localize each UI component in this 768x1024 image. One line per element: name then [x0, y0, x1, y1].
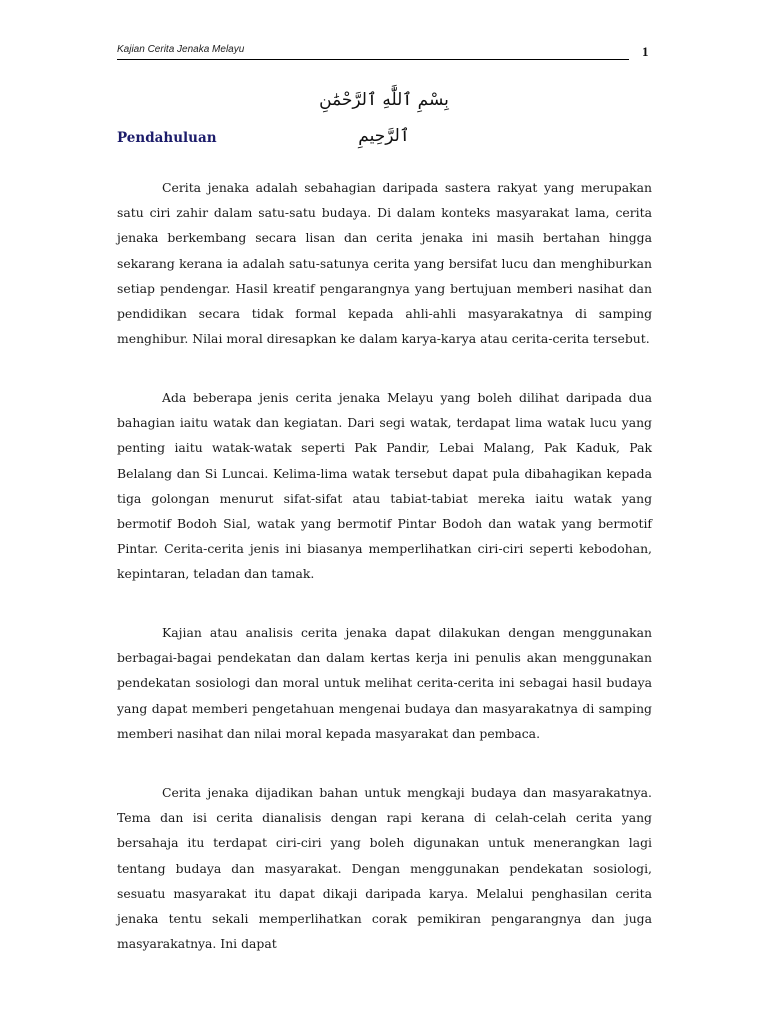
paragraph-1: Cerita jenaka adalah sebahagian daripada sastera rakyat yang merupakan satu ciri zahir dalam satu-satu budaya. Di dalam konteks masyarakat lama, cerita jenaka berkembang secara lisan dan cerita jenaka ini masih bertahan hingga sekarang kerana ia adalah satu-satunya cerita yang bersifat lucu dan menghiburkan setiap pendengar. Hasil kreatif pengarangnya yang bertujuan memberi nasihat dan pendidikan secara tidak formal kepada ahli-ahli masyarakatnya di samping menghibur. Nilai moral diresapkan ke dalam karya-karya atau cerita-cerita tersebut. — [117, 180, 652, 347]
paragraph-4: Cerita jenaka dijadikan bahan untuk mengkaji budaya dan masyarakatnya. Tema dan isi cerita dianalisis dengan rapi kerana di celah-celah cerita yang bersahaja itu terdapat ciri-ciri yang boleh digunakan untuk menerangkan lagi tentang budaya dan masyarakat. Dengan menggunakan pendekatan sosiologi, sesuatu masyarakat itu dapat dikaji daripada karya. Melalui penghasilan cerita jenaka tentu sekali memperlihatkan corak pemikiran pengarangnya dan juga masyarakatnya. Ini dapat — [117, 785, 652, 952]
running-header-title: Kajian Cerita Jenaka Melayu — [117, 44, 245, 55]
section-heading: Pendahuluan — [117, 130, 217, 146]
page-number: 1 — [642, 44, 649, 59]
bismillah-calligraphy: بِسْمِ ٱللَّٰهِ ٱلرَّحْمَٰنِ ٱلرَّحِيمِ — [319, 90, 449, 146]
paragraph-2: Ada beberapa jenis cerita jenaka Melayu yang boleh dilihat daripada dua bahagian iaitu watak dan kegiatan. Dari segi watak, terdapat lima watak lucu yang penting iaitu watak-watak seperti Pak Pandir, Lebai Malang, Pak Kaduk, Pak Belalang dan Si Luncai. Kelima-lima watak tersebut dapat pula dibahagikan kepada tiga golongan menurut sifat-sifat atau tabiat-tabiat mereka iaitu watak yang bermotif Bodoh Sial, watak yang bermotif Pintar Bodoh dan watak yang bermotif Pintar. Cerita-cerita jenis ini biasanya memperlihatkan ciri-ciri seperti kebodohan, kepintaran, teladan dan tamak. — [117, 390, 652, 582]
paragraph-3: Kajian atau analisis cerita jenaka dapat dilakukan dengan menggunakan berbagai-bagai pendekatan dan dalam kertas kerja ini penulis akan menggunakan pendekatan sosiologi dan moral untuk melihat cerita-cerita ini sebagai hasil budaya yang dapat memberi pengetahuan mengenai budaya dan masyarakatnya di samping memberi nasihat dan nilai moral kepada masyarakat dan pembaca. — [117, 625, 652, 741]
running-header — [117, 43, 629, 60]
